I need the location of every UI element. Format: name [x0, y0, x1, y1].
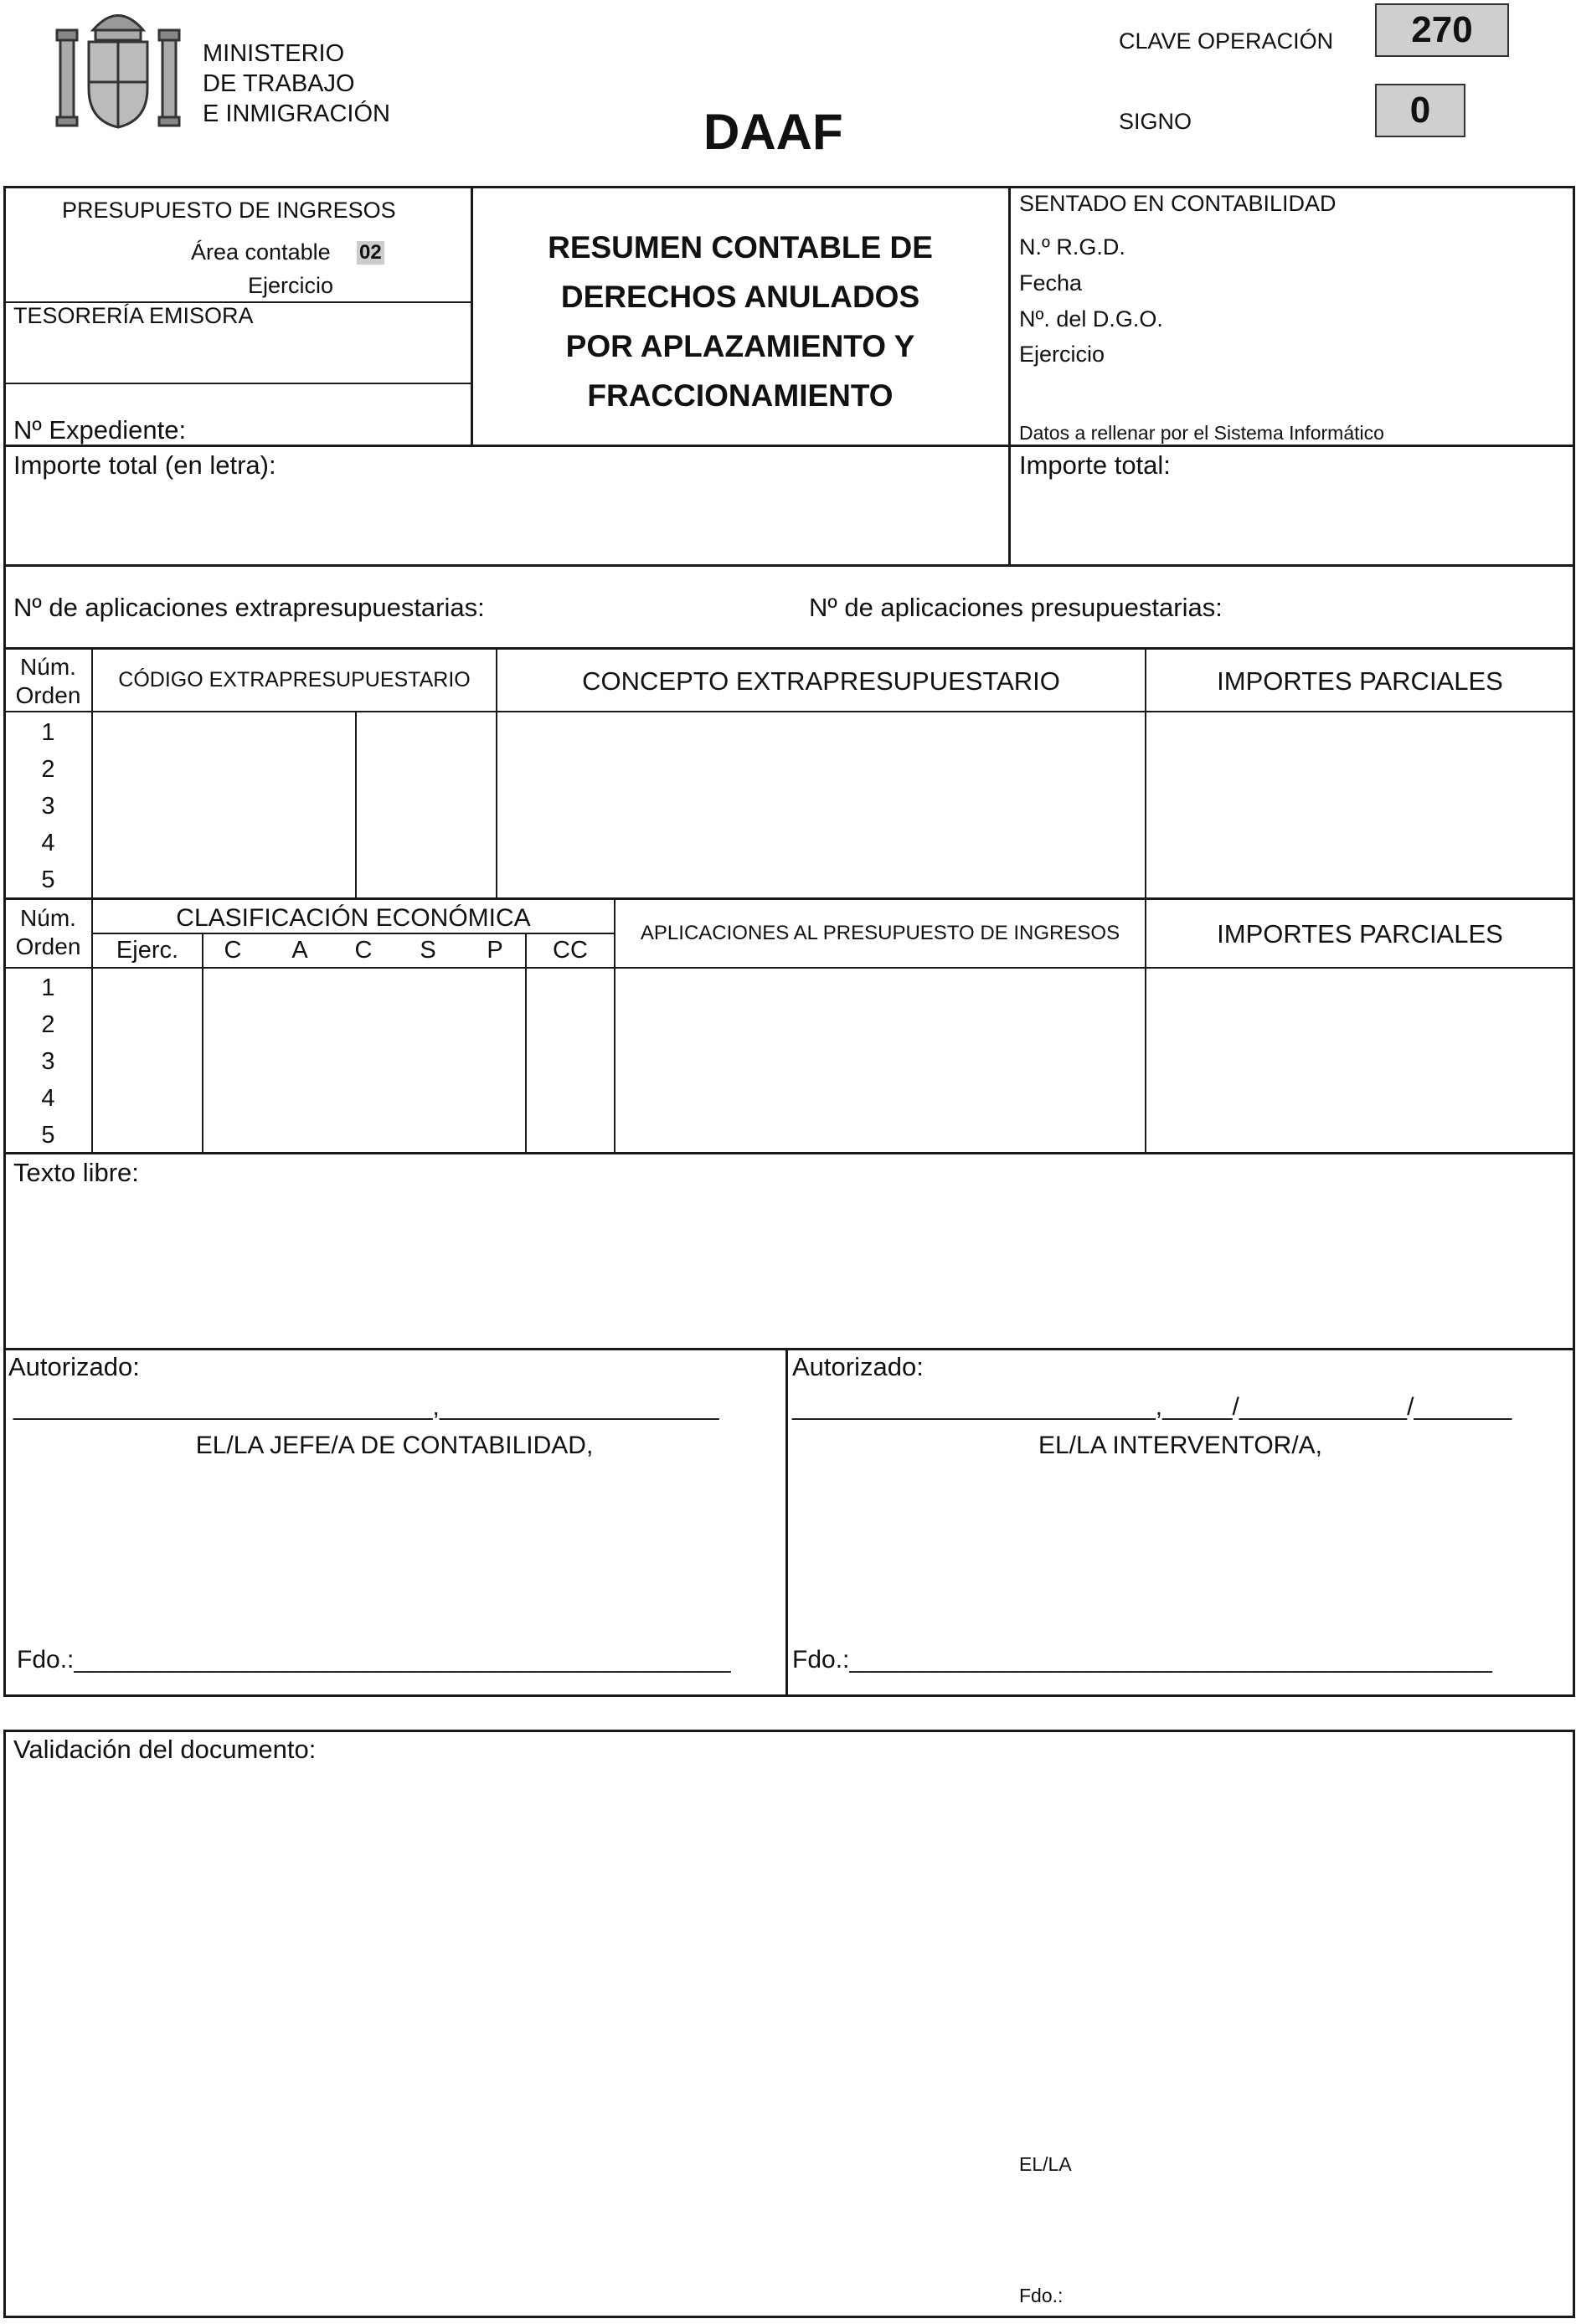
ministry-logo	[55, 5, 181, 132]
table2-cc-header: CC	[553, 937, 588, 964]
main-title-line-1: RESUMEN CONTABLE DE	[548, 230, 933, 265]
coat-of-arms-icon	[55, 5, 181, 132]
table2-row-4: 4	[41, 1085, 55, 1112]
validation-ella-label: EL/LA	[1019, 2153, 1072, 2175]
table2-letter-c2: C	[354, 937, 373, 964]
clave-operacion-label: CLAVE OPERACIÓN	[1119, 28, 1334, 54]
table2-num-line-1: Núm.	[20, 905, 76, 931]
table2-row-numbers	[5, 969, 91, 1154]
presupuesto-label: PRESUPUESTO DE INGRESOS	[62, 198, 396, 223]
table1-codigo-header: CÓDIGO EXTRAPRESUPUESTARIO	[118, 668, 471, 692]
left-autorizado-label: Autorizado:	[8, 1352, 140, 1381]
table1-row-1: 1	[41, 719, 55, 746]
main-title	[474, 223, 1007, 420]
texto-libre-label: Texto libre:	[13, 1158, 139, 1187]
table2-letter-c1: C	[224, 937, 242, 964]
rgd-label: N.º R.G.D.	[1019, 234, 1125, 260]
main-title-line-3: POR APLAZAMIENTO Y	[565, 329, 915, 363]
right-role-label: EL/LA INTERVENTOR/A,	[1038, 1432, 1322, 1459]
ministry-name-line-2: DE TRABAJO	[203, 70, 355, 97]
left-fdo-line: Fdo.:_______________________________________________	[17, 1646, 731, 1674]
table2-aplicaciones-header: APLICACIONES AL PRESUPUESTO DE INGRESOS	[640, 922, 1120, 944]
table2-row-2: 2	[41, 1011, 55, 1038]
fecha-label: Fecha	[1019, 270, 1083, 296]
aplicaciones-presu-label: Nº de aplicaciones presupuestarias:	[809, 593, 1223, 622]
left-role-label: EL/LA JEFE/A DE CONTABILIDAD,	[195, 1432, 594, 1459]
right-autorizado-label: Autorizado:	[792, 1352, 924, 1381]
table2-num-line-2: Orden	[15, 933, 81, 959]
table2-row-5: 5	[41, 1122, 55, 1149]
table2-num-header	[5, 904, 91, 961]
table2-letter-a: A	[291, 937, 308, 964]
ejercicio-right-label: Ejercicio	[1019, 342, 1105, 367]
validation-fdo-label: Fdo.:	[1019, 2285, 1064, 2306]
tesoreria-label: TESORERÍA EMISORA	[13, 303, 254, 328]
right-fdo-line: Fdo.:______________________________________________	[792, 1646, 1492, 1674]
table1-row-3: 3	[41, 793, 55, 820]
table2-ejerc-header: Ejerc.	[116, 937, 179, 964]
table2-row-3: 3	[41, 1048, 55, 1075]
table1-row-4: 4	[41, 830, 55, 856]
importe-total-label: Importe total:	[1019, 450, 1171, 480]
importe-letra-label: Importe total (en letra):	[13, 450, 276, 480]
left-place-date-line: ______________________________,____________________	[13, 1393, 719, 1421]
system-note: Datos a rellenar por el Sistema Informático	[1019, 422, 1384, 444]
dgo-label: Nº. del D.G.O.	[1019, 306, 1163, 332]
table2-importes-header: IMPORTES PARCIALES	[1217, 919, 1503, 949]
table1-num-line-1: Núm.	[20, 654, 76, 680]
validation-label: Validación del documento:	[13, 1735, 317, 1764]
area-contable-value: 02	[357, 241, 384, 265]
table2-clasificacion-header: CLASIFICACIÓN ECONÓMICA	[176, 904, 531, 932]
table2-row-1: 1	[41, 974, 55, 1001]
table1-concepto-header: CONCEPTO EXTRAPRESUPUESTARIO	[582, 666, 1060, 696]
right-place-date-line: __________________________,_____/____________/_______	[792, 1393, 1512, 1421]
table2-letter-s: S	[420, 937, 436, 964]
ejercicio-label: Ejercicio	[248, 273, 334, 298]
aplicaciones-extra-label: Nº de aplicaciones extrapresupuestarias:	[13, 593, 485, 622]
area-contable-label: Área contable	[191, 239, 331, 265]
form-code: DAAF	[703, 104, 843, 160]
table1-num-line-2: Orden	[15, 682, 81, 708]
validation-frame	[3, 1730, 1575, 2318]
table1-importes-header: IMPORTES PARCIALES	[1217, 666, 1503, 696]
main-title-line-4: FRACCIONAMIENTO	[587, 378, 894, 413]
table1-row-5: 5	[41, 866, 55, 893]
expediente-label: Nº Expediente:	[13, 415, 187, 445]
ministry-name-line-3: E INMIGRACIÓN	[203, 100, 390, 127]
table1-row-2: 2	[41, 756, 55, 783]
signo-value: 0	[1375, 84, 1465, 137]
table1-row-numbers	[5, 714, 91, 898]
main-title-line-2: DERECHOS ANULADOS	[560, 280, 920, 314]
signo-label: SIGNO	[1119, 109, 1192, 134]
table1-num-header	[5, 653, 91, 710]
clave-operacion-value: 270	[1375, 3, 1509, 57]
sentado-label: SENTADO EN CONTABILIDAD	[1019, 191, 1337, 216]
table2-letter-p: P	[487, 937, 503, 964]
ministry-name-line-1: MINISTERIO	[203, 40, 345, 67]
